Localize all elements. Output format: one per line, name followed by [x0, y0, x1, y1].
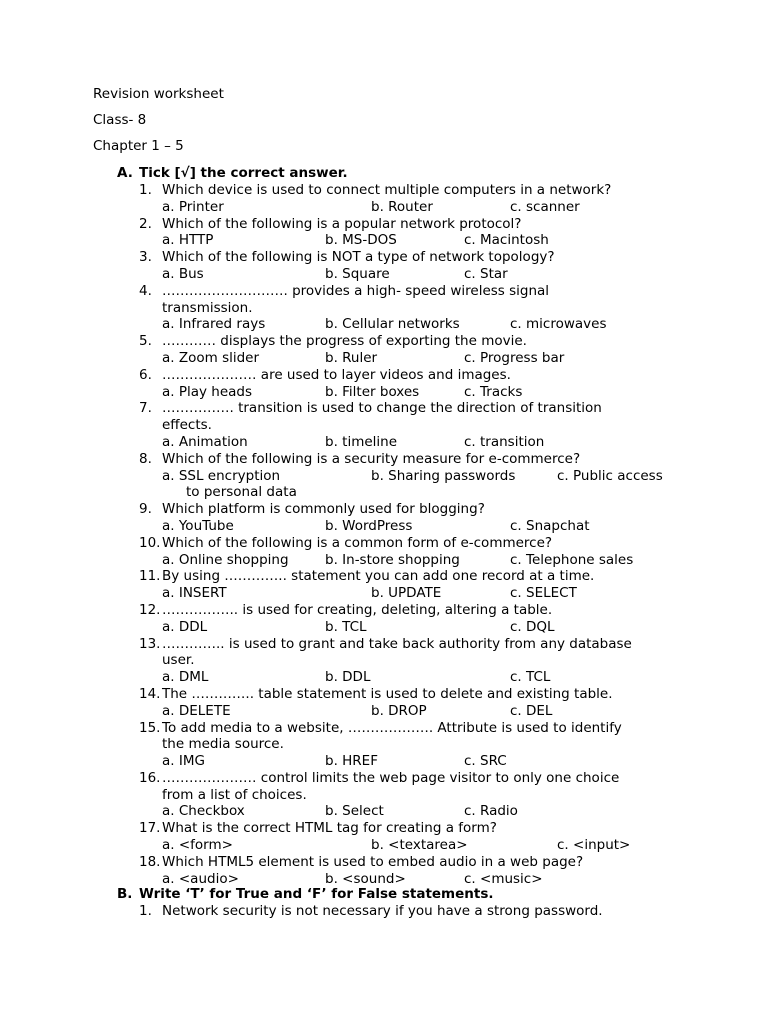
question-line — [0, 820, 768, 837]
question-line — [0, 854, 768, 871]
options-row — [0, 518, 768, 535]
question-number: 4. — [139, 282, 152, 299]
answer-option: c. Telephone sales — [510, 551, 634, 568]
options-row — [0, 468, 768, 485]
question-number: 13. — [139, 635, 161, 652]
answer-option: b. Cellular networks — [325, 316, 460, 333]
question-item — [0, 216, 768, 250]
options-row — [0, 619, 768, 636]
chapter-label: Chapter 1 – 5 — [93, 138, 184, 154]
question-number: 17. — [139, 820, 161, 837]
answer-option: a. YouTube — [162, 517, 234, 534]
question-line — [0, 602, 768, 619]
options-row — [0, 232, 768, 249]
answer-option: c. DEL — [510, 702, 553, 719]
question-number: 16. — [139, 769, 161, 786]
question-item — [0, 400, 768, 450]
question-number: 2. — [139, 215, 152, 232]
answer-option: c. Star — [464, 265, 508, 282]
answer-option: c. TCL — [510, 669, 551, 686]
answer-option: c. microwaves — [510, 316, 607, 333]
question-item — [0, 720, 768, 770]
options-row — [0, 803, 768, 820]
question-number: 15. — [139, 719, 161, 736]
answer-option: a. IMG — [162, 753, 205, 770]
answer-option: c. Public access — [557, 467, 663, 484]
answer-option: a. Printer — [162, 198, 224, 215]
question-item — [0, 182, 768, 216]
answer-option: c. DQL — [510, 618, 555, 635]
question-item — [0, 820, 768, 854]
answer-option: a. DELETE — [162, 702, 231, 719]
answer-option: c. Radio — [464, 803, 518, 820]
answer-option: a. Online shopping — [162, 551, 289, 568]
question-text: ………….. is used to grant and take back authority from any database — [162, 635, 632, 652]
answer-option: b. In-store shopping — [325, 551, 460, 568]
answer-option: a. Play heads — [162, 383, 253, 400]
question-text: By using ………….. statement you can add one record at a time. — [162, 568, 595, 585]
question-text: …………….. is used for creating, deleting, altering a table. — [162, 601, 553, 618]
answer-option: a. Infrared rays — [162, 316, 266, 333]
question-item — [0, 333, 768, 367]
question-item — [0, 501, 768, 535]
answer-option: a. DML — [162, 669, 209, 686]
answer-option: c. Snapchat — [510, 517, 590, 534]
question-item — [0, 367, 768, 401]
question-line — [0, 770, 768, 787]
answer-option: b. <sound> — [325, 870, 406, 887]
answer-option: c. SRC — [464, 753, 507, 770]
question-text: Which of the following is a popular network protocol? — [162, 215, 522, 232]
question-item — [0, 854, 768, 888]
answer-option: b. <textarea> — [371, 837, 468, 854]
question-line — [0, 636, 768, 653]
question-number: 3. — [139, 249, 152, 266]
options-row — [0, 753, 768, 770]
question-line — [0, 736, 768, 753]
answer-option: a. <form> — [162, 837, 233, 854]
class-label: Class- 8 — [93, 112, 147, 128]
question-line — [0, 787, 768, 804]
question-line — [0, 720, 768, 737]
question-line — [0, 501, 768, 518]
answer-option: a. <audio> — [162, 870, 239, 887]
section-a-letter: A. — [117, 165, 133, 181]
question-text: Which of the following is a common form of e-commerce? — [162, 534, 553, 551]
question-text: ……………. transition is used to change the direction of transition — [162, 400, 602, 417]
question-item — [0, 249, 768, 283]
question-number: 18. — [139, 853, 161, 870]
answer-option: a. INSERT — [162, 585, 227, 602]
question-line — [0, 367, 768, 384]
answer-option: b. HREF — [325, 753, 378, 770]
question-text: ………………………. provides a high- speed wireless signal — [162, 282, 550, 299]
question-text: ………… displays the progress of exporting the movie. — [162, 333, 527, 350]
question-line — [0, 686, 768, 703]
question-item — [0, 451, 768, 501]
question-number: 1. — [139, 182, 152, 198]
question-line — [0, 182, 768, 199]
question-line — [0, 400, 768, 417]
question-line — [0, 568, 768, 585]
options-row — [0, 384, 768, 401]
question-number: 8. — [139, 450, 152, 467]
section-b-title: Write ‘T’ for True and ‘F’ for False statements. — [139, 886, 494, 902]
answer-option: c. <music> — [464, 870, 543, 887]
answer-option: b. Filter boxes — [325, 383, 420, 400]
question-text: Which platform is commonly used for blogging? — [162, 501, 485, 518]
question-text: the media source. — [162, 736, 284, 753]
question-item — [0, 535, 768, 569]
question-line — [0, 249, 768, 266]
answer-option: c. Macintosh — [464, 232, 549, 249]
question-number: 5. — [139, 333, 152, 350]
question-line — [0, 333, 768, 350]
options-row — [0, 316, 768, 333]
options-row — [0, 350, 768, 367]
answer-option: b. Router — [371, 198, 433, 215]
question-text: The ………….. table statement is used to delete and existing table. — [162, 685, 613, 702]
answer-option: c. transition — [464, 433, 545, 450]
options-row — [0, 871, 768, 888]
question-text: Which of the following is a security measure for e-commerce? — [162, 450, 581, 467]
question-item — [0, 283, 768, 333]
question-text: ………………… are used to layer videos and images. — [162, 366, 511, 383]
question-number: 10. — [139, 534, 161, 551]
answer-option: a. Bus — [162, 265, 204, 282]
answer-option: a. HTTP — [162, 232, 214, 249]
option-continuation-text: to personal data — [186, 484, 297, 501]
question-line — [0, 451, 768, 468]
question-number: 11. — [139, 568, 161, 585]
question-line — [0, 535, 768, 552]
question-number: 9. — [139, 501, 152, 518]
options-row — [0, 552, 768, 569]
answer-option: c. scanner — [510, 198, 580, 215]
question-item — [0, 602, 768, 636]
options-row — [0, 266, 768, 283]
true-false-list — [0, 903, 768, 920]
statement-text: Network security is not necessary if you have a strong password. — [162, 903, 603, 919]
options-row — [0, 199, 768, 216]
question-text: Which device is used to connect multiple computers in a network? — [162, 182, 612, 198]
question-text: effects. — [162, 417, 212, 434]
answer-option: b. UPDATE — [371, 585, 442, 602]
option-continuation — [0, 484, 768, 501]
options-row — [0, 434, 768, 451]
answer-option: b. Select — [325, 803, 384, 820]
statement-item — [0, 903, 768, 920]
question-item — [0, 636, 768, 686]
answer-option: b. DDL — [325, 669, 371, 686]
answer-option: b. timeline — [325, 433, 398, 450]
question-number: 6. — [139, 366, 152, 383]
question-item — [0, 568, 768, 602]
answer-option: c. <input> — [557, 837, 631, 854]
statement-number: 1. — [139, 903, 152, 919]
section-b-letter: B. — [117, 886, 133, 902]
question-item — [0, 686, 768, 720]
question-text: Which of the following is NOT a type of network topology? — [162, 249, 555, 266]
question-item — [0, 770, 768, 820]
answer-option: b. DROP — [371, 702, 427, 719]
question-text: ………………… control limits the web page visitor to only one choice — [162, 769, 620, 786]
question-number: 7. — [139, 400, 152, 417]
answer-option: b. Square — [325, 265, 390, 282]
answer-option: a. SSL encryption — [162, 467, 281, 484]
options-row — [0, 703, 768, 720]
answer-option: c. Tracks — [464, 383, 523, 400]
options-row — [0, 669, 768, 686]
answer-option: b. WordPress — [325, 517, 413, 534]
question-list — [0, 182, 768, 887]
question-line — [0, 300, 768, 317]
question-text: To add media to a website, ………………. Attribute is used to identify — [162, 719, 622, 736]
answer-option: c. Progress bar — [464, 349, 565, 366]
answer-option: b. TCL — [325, 618, 367, 635]
answer-option: a. Checkbox — [162, 803, 245, 820]
question-text: transmission. — [162, 299, 253, 316]
answer-option: a. Animation — [162, 433, 248, 450]
answer-option: b. MS-DOS — [325, 232, 397, 249]
question-number: 12. — [139, 601, 161, 618]
question-line — [0, 652, 768, 669]
question-line — [0, 283, 768, 300]
question-number: 14. — [139, 685, 161, 702]
answer-option: a. DDL — [162, 618, 208, 635]
worksheet-title: Revision worksheet — [93, 86, 224, 102]
options-row — [0, 837, 768, 854]
question-text: user. — [162, 652, 195, 669]
section-a-heading — [117, 165, 348, 181]
answer-option: b. Sharing passwords — [371, 467, 516, 484]
question-line — [0, 216, 768, 233]
question-line — [0, 417, 768, 434]
answer-option: c. SELECT — [510, 585, 577, 602]
answer-option: a. Zoom slider — [162, 349, 260, 366]
options-row — [0, 585, 768, 602]
section-b-heading — [117, 886, 494, 902]
question-text: What is the correct HTML tag for creating a form? — [162, 820, 497, 837]
section-a-title: Tick [√] the correct answer. — [139, 165, 348, 181]
answer-option: b. Ruler — [325, 349, 378, 366]
question-text: Which HTML5 element is used to embed audio in a web page? — [162, 853, 584, 870]
question-text: from a list of choices. — [162, 786, 307, 803]
